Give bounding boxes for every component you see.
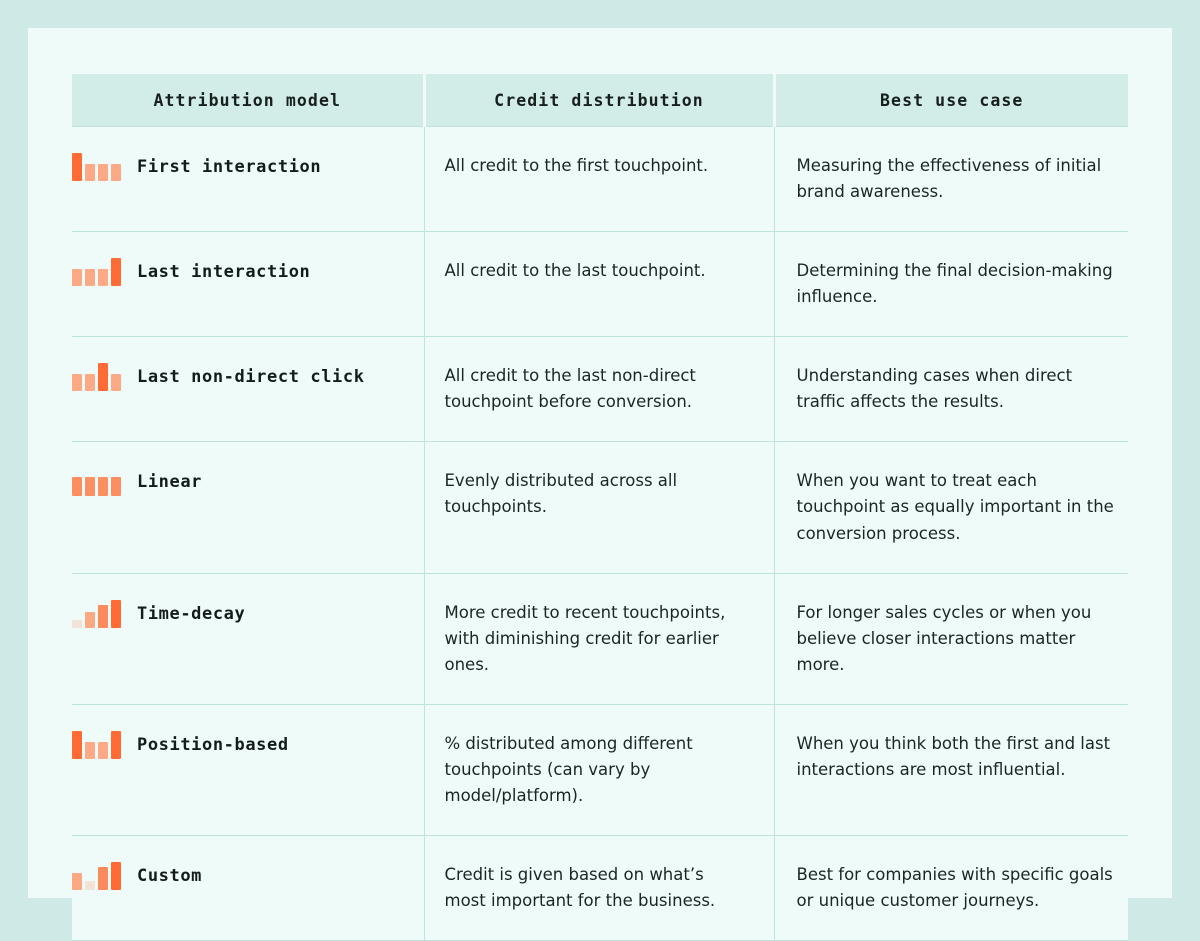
- bar-chart-custom-icon: [72, 862, 121, 890]
- cell-credit-distribution: [424, 232, 774, 337]
- bar-1: [72, 731, 82, 759]
- table-header-row: [72, 74, 1128, 127]
- cell-best-use-case: [774, 232, 1128, 337]
- table-row: [72, 232, 1128, 337]
- cell-credit-distribution: [424, 442, 774, 573]
- column-header-attribution-model: Attribution model: [72, 74, 424, 127]
- table-card: [28, 28, 1172, 910]
- bar-2: [85, 881, 95, 890]
- credit-distribution-text: All credit to the last non-direct touchpoint before conversion.: [444, 366, 696, 412]
- cell-attribution-model: [72, 704, 424, 835]
- best-use-case-text: Best for companies with specific goals or unique customer journeys.: [796, 864, 1113, 910]
- bar-4: [111, 600, 121, 628]
- model-name: First interaction: [137, 157, 322, 177]
- bar-chart-linear-icon: [72, 468, 121, 496]
- table-row: [72, 573, 1128, 704]
- model-cell: [72, 468, 414, 496]
- table-body: [72, 127, 1128, 941]
- table-row: [72, 127, 1128, 232]
- bar-2: [85, 164, 95, 181]
- bar-2: [85, 374, 95, 391]
- cell-best-use-case: [774, 704, 1128, 835]
- model-name: Position-based: [137, 734, 289, 755]
- cell-credit-distribution: [424, 573, 774, 704]
- table-row: [72, 442, 1128, 573]
- bar-4: [111, 258, 121, 286]
- bar-chart-last-non-direct-click-icon: [72, 363, 121, 391]
- bar-4: [111, 374, 121, 391]
- best-use-case-text: Measuring the effectiveness of initial brand awareness.: [796, 156, 1102, 202]
- bar-2: [85, 742, 95, 759]
- best-use-case-text: For longer sales cycles or when you believe closer interactions matter more.: [796, 602, 1092, 674]
- bar-3: [98, 477, 108, 496]
- bar-3: [98, 269, 108, 286]
- best-use-case-text: When you want to treat each touchpoint as equally important in the conversion process.: [796, 471, 1114, 543]
- cell-credit-distribution: [424, 127, 774, 232]
- bar-4: [111, 862, 121, 890]
- cell-attribution-model: [72, 127, 424, 232]
- table-row: [72, 704, 1128, 835]
- model-cell: [72, 862, 414, 890]
- model-name: Custom: [137, 865, 203, 886]
- best-use-case-text: Determining the final decision-making influence.: [796, 261, 1113, 307]
- bar-3: [98, 742, 108, 759]
- credit-distribution-text: More credit to recent touchpoints, with diminishing credit for earlier ones.: [444, 602, 726, 674]
- bar-1: [72, 873, 82, 890]
- credit-distribution-text: % distributed among different touchpoints (can vary by model/platform).: [444, 733, 693, 805]
- bar-1: [72, 269, 82, 286]
- model-cell: [72, 731, 414, 759]
- bar-2: [85, 477, 95, 496]
- bar-1: [72, 620, 82, 628]
- cell-attribution-model: [72, 835, 424, 940]
- best-use-case-text: Understanding cases when direct traffic affects the results.: [796, 366, 1073, 412]
- bar-1: [72, 374, 82, 391]
- model-name: Linear: [137, 472, 203, 493]
- model-cell: [72, 363, 414, 391]
- cell-credit-distribution: [424, 835, 774, 940]
- bar-1: [72, 153, 82, 181]
- credit-distribution-text: All credit to the last touchpoint.: [444, 261, 706, 281]
- bar-chart-last-interaction-icon: [72, 258, 121, 286]
- table-header: [72, 74, 1128, 127]
- model-name: Last interaction: [137, 262, 311, 283]
- model-cell: [72, 258, 414, 286]
- bar-4: [111, 477, 121, 496]
- cell-best-use-case: [774, 835, 1128, 940]
- column-header-best-use-case: Best use case: [774, 74, 1128, 127]
- cell-attribution-model: [72, 573, 424, 704]
- model-name: Time-decay: [137, 603, 246, 624]
- cell-best-use-case: [774, 573, 1128, 704]
- bar-chart-first-interaction-icon: [72, 153, 121, 181]
- model-name: Last non-direct click: [137, 367, 365, 388]
- attribution-models-table: [72, 74, 1128, 941]
- table-row: [72, 337, 1128, 442]
- bar-3: [98, 363, 108, 391]
- column-header-credit-distribution: Credit distribution: [424, 74, 774, 127]
- credit-distribution-text: Evenly distributed across all touchpoints.: [444, 471, 678, 517]
- bar-4: [111, 731, 121, 759]
- bar-chart-time-decay-icon: [72, 600, 121, 628]
- cell-attribution-model: [72, 337, 424, 442]
- cell-best-use-case: [774, 127, 1128, 232]
- cell-credit-distribution: [424, 337, 774, 442]
- cell-attribution-model: [72, 442, 424, 573]
- credit-distribution-text: All credit to the first touchpoint.: [444, 156, 709, 175]
- bar-1: [72, 477, 82, 496]
- table-row: [72, 835, 1128, 940]
- credit-distribution-text: Credit is given based on what’s most important for the business.: [444, 864, 716, 910]
- cell-attribution-model: [72, 232, 424, 337]
- cell-credit-distribution: [424, 704, 774, 835]
- best-use-case-text: When you think both the first and last interactions are most influential.: [796, 733, 1111, 779]
- bar-4: [111, 164, 121, 181]
- bar-2: [85, 612, 95, 628]
- cell-best-use-case: [774, 337, 1128, 442]
- model-cell: [72, 600, 414, 628]
- bar-3: [98, 605, 108, 628]
- cell-best-use-case: [774, 442, 1128, 573]
- bar-3: [98, 164, 108, 181]
- bar-3: [98, 867, 108, 890]
- model-cell: [72, 153, 414, 181]
- bar-2: [85, 269, 95, 286]
- bar-chart-position-based-icon: [72, 731, 121, 759]
